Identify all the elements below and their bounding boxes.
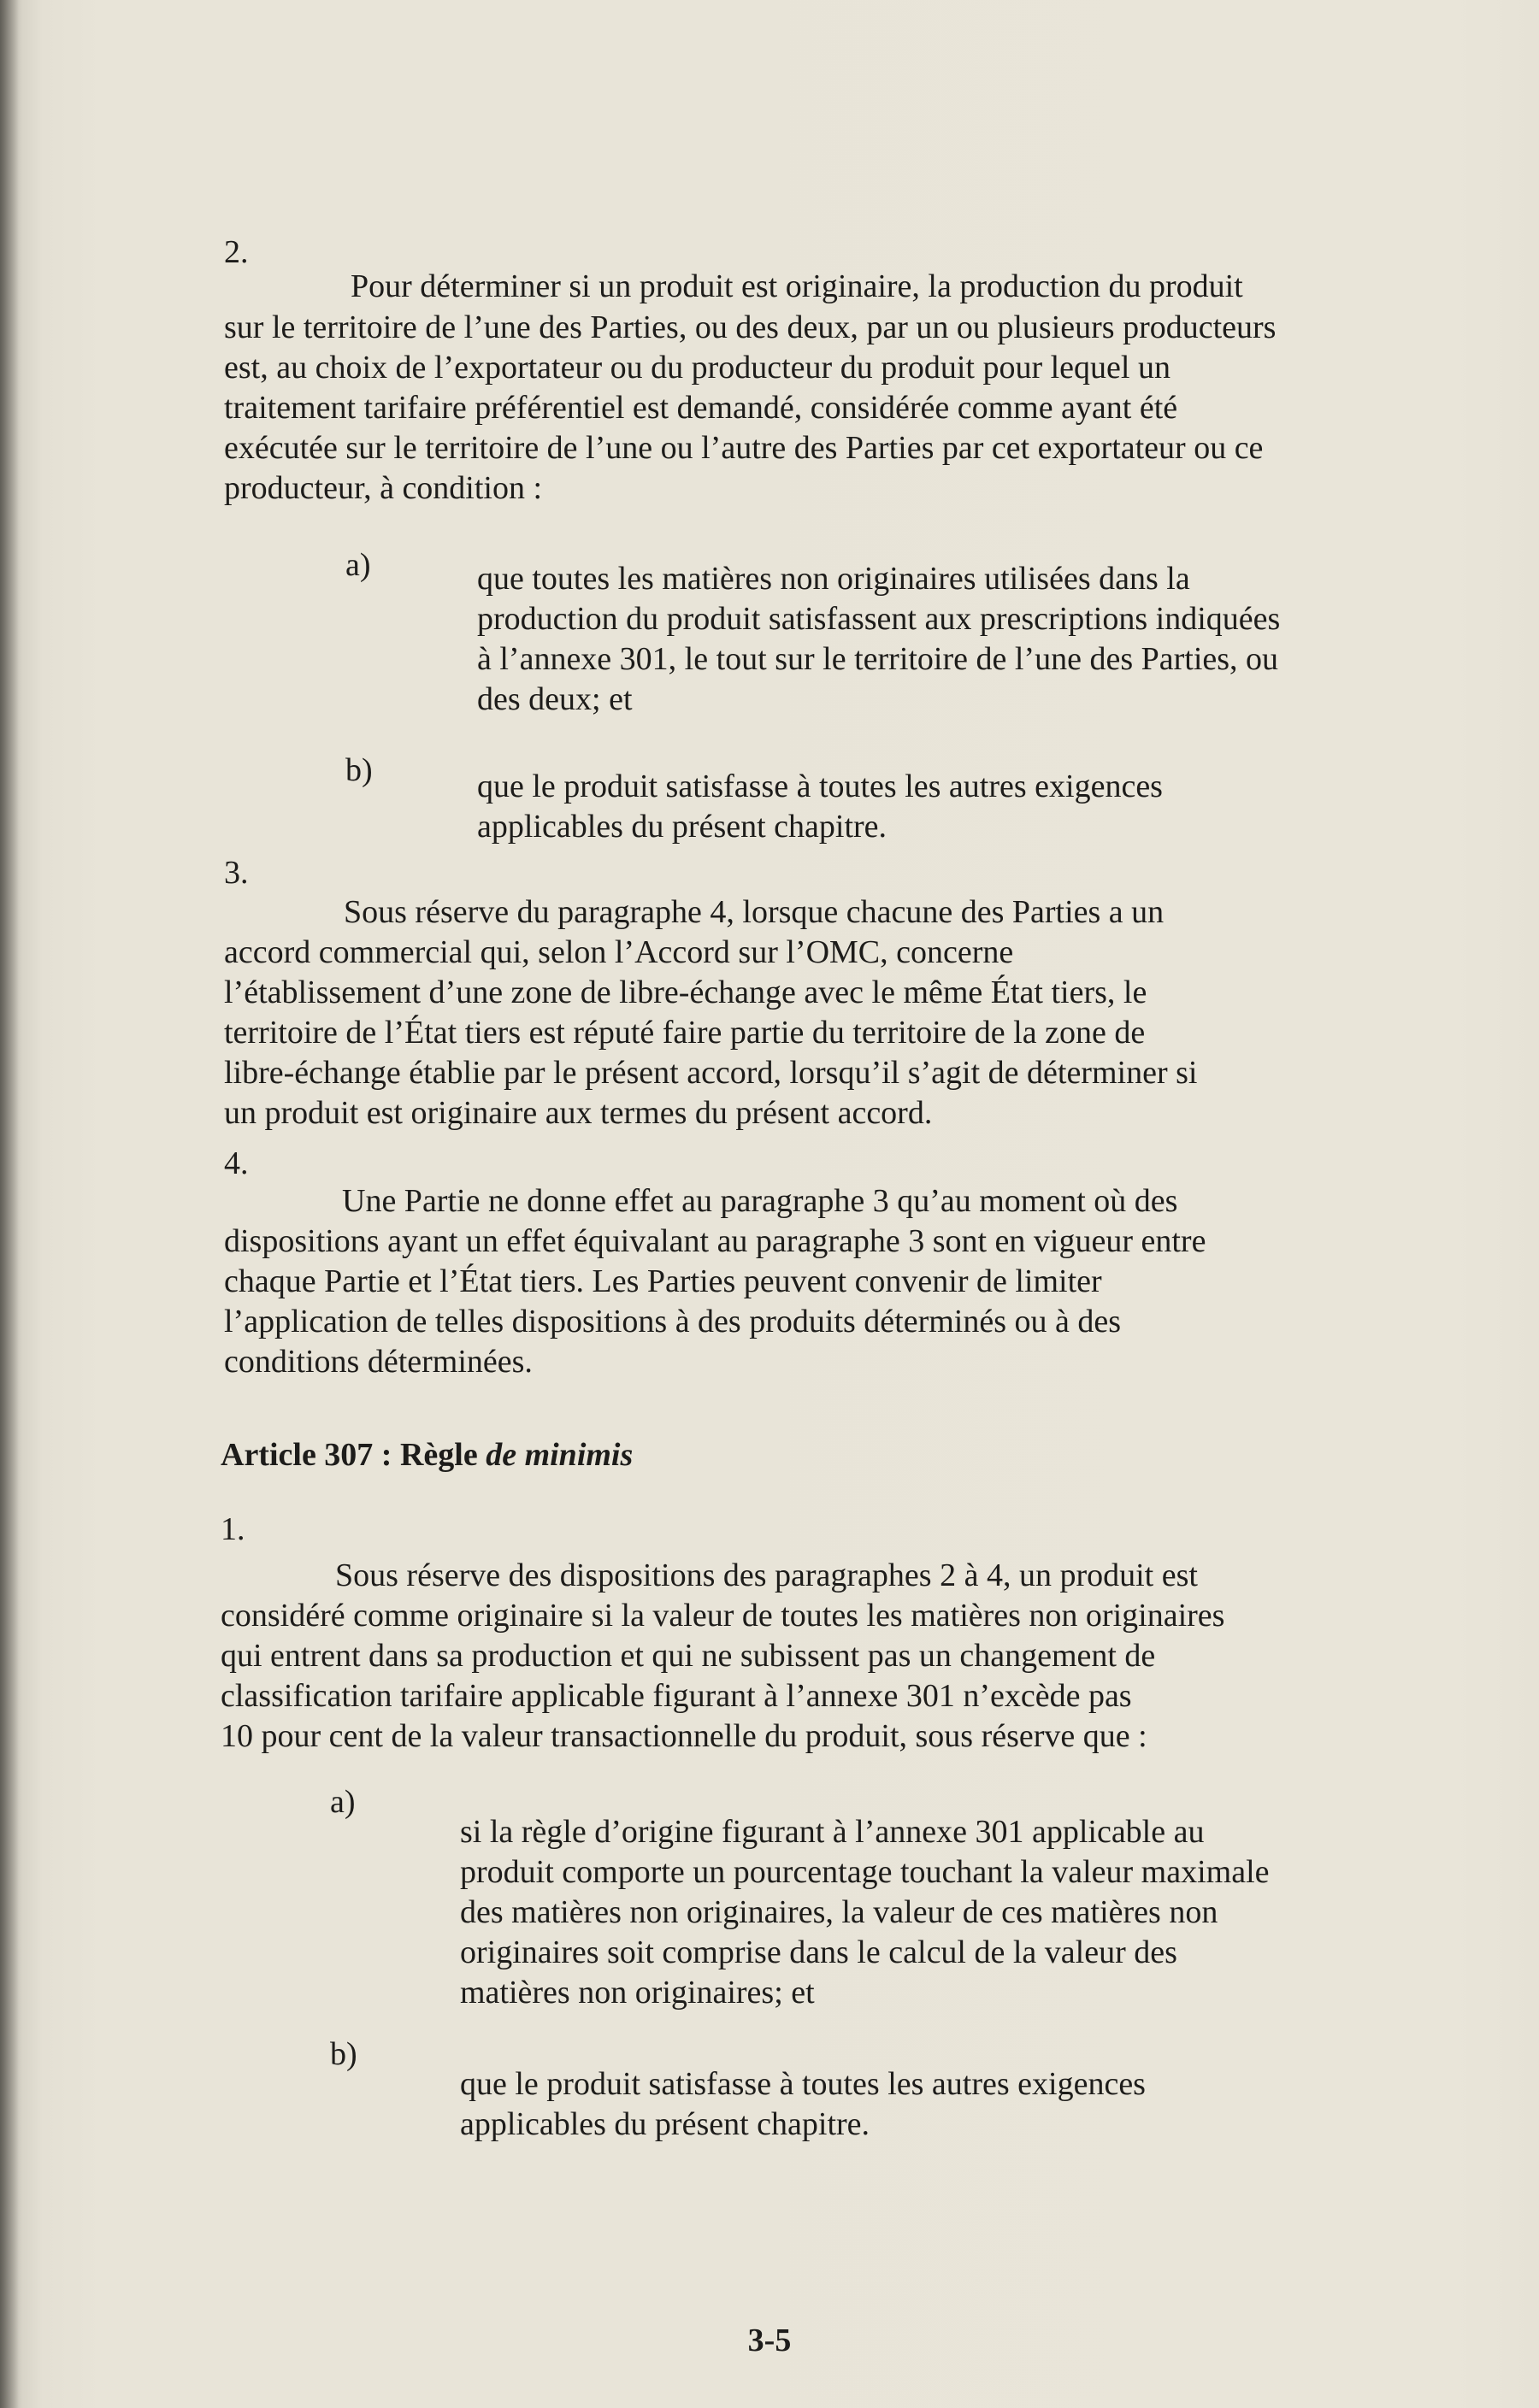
item-line: que toutes les matières non originaires utilisées dans la [477, 561, 1190, 597]
item-line: à l’annexe 301, le tout sur le territoire de l’une des Parties, ou [477, 641, 1279, 677]
article-heading-italic: de minimis [486, 1437, 634, 1473]
paragraph-line: sur le territoire de l’une des Parties, ou des deux, par un ou plusieurs producteurs [224, 309, 1277, 345]
item-label-b: b) [345, 752, 373, 788]
item-label-b: b) [330, 2036, 357, 2072]
paragraph-line: considéré comme originaire si la valeur de toutes les matières non originaires [221, 1598, 1225, 1634]
paragraph-line: Sous réserve du paragraphe 4, lorsque chacune des Parties a un [344, 894, 1165, 930]
paragraph-line: conditions déterminées. [224, 1344, 533, 1380]
paragraph-line: classification tarifaire applicable figurant à l’annexe 301 n’excède pas [221, 1678, 1132, 1714]
paragraph-line: producteur, à condition : [224, 470, 543, 506]
paragraph-number: 1. [221, 1511, 245, 1547]
paragraph-number: 4. [224, 1145, 249, 1181]
item-line: applicables du présent chapitre. [477, 809, 887, 845]
item-line: applicables du présent chapitre. [460, 2106, 870, 2142]
paragraph-line: territoire de l’État tiers est réputé faire partie du territoire de la zone de [224, 1015, 1146, 1051]
article-heading [221, 1436, 633, 1474]
page-number: 3-5 [747, 2323, 792, 2358]
article-heading-prefix: Article 307 : Règle [221, 1437, 486, 1473]
item-line: matières non originaires; et [460, 1975, 815, 2011]
binding-shadow [0, 0, 19, 2408]
item-line: produit comporte un pourcentage touchant la valeur maximale [460, 1854, 1270, 1890]
item-line: originaires soit comprise dans le calcul de la valeur des [460, 1934, 1177, 1970]
paragraph-line: dispositions ayant un effet équivalant au paragraphe 3 sont en vigueur entre [224, 1223, 1206, 1259]
paragraph-line: Une Partie ne donne effet au paragraphe 3 qu’au moment où des [342, 1183, 1178, 1219]
paragraph-line: Sous réserve des dispositions des paragraphes 2 à 4, un produit est [335, 1557, 1198, 1593]
paragraph-line: un produit est originaire aux termes du présent accord. [224, 1095, 933, 1131]
item-line: production du produit satisfassent aux prescriptions indiquées [477, 601, 1281, 637]
paragraph-line: l’application de telles dispositions à des produits déterminés ou à des [224, 1304, 1122, 1339]
item-line: que le produit satisfasse à toutes les autres exigences [460, 2066, 1146, 2102]
item-label-a: a) [345, 547, 371, 583]
paragraph-line: traitement tarifaire préférentiel est demandé, considérée comme ayant été [224, 390, 1178, 426]
paragraph-line: l’établissement d’une zone de libre-échange avec le même État tiers, le [224, 974, 1147, 1010]
paragraph-number: 3. [224, 855, 249, 891]
item-label-a: a) [330, 1784, 356, 1820]
paragraph-line: qui entrent dans sa production et qui ne subissent pas un changement de [221, 1638, 1156, 1674]
paragraph-line: accord commercial qui, selon l’Accord sur l’OMC, concerne [224, 934, 1014, 970]
paragraph-number: 2. [224, 234, 249, 270]
paragraph-line: chaque Partie et l’État tiers. Les Parties peuvent convenir de limiter [224, 1263, 1102, 1299]
paragraph-line: 10 pour cent de la valeur transactionnelle du produit, sous réserve que : [221, 1718, 1147, 1754]
item-line: des matières non originaires, la valeur de ces matières non [460, 1894, 1218, 1930]
item-line: des deux; et [477, 681, 633, 717]
item-line: si la règle d’origine figurant à l’annexe 301 applicable au [460, 1814, 1205, 1850]
paragraph-line: exécutée sur le territoire de l’une ou l’autre des Parties par cet exportateur ou ce [224, 430, 1264, 466]
paragraph-line: est, au choix de l’exportateur ou du producteur du produit pour lequel un [224, 350, 1170, 386]
paragraph-line: Pour déterminer si un produit est originaire, la production du produit [351, 268, 1243, 304]
item-line: que le produit satisfasse à toutes les autres exigences [477, 768, 1163, 804]
paragraph-line: libre-échange établie par le présent accord, lorsqu’il s’agit de déterminer si [224, 1055, 1198, 1091]
